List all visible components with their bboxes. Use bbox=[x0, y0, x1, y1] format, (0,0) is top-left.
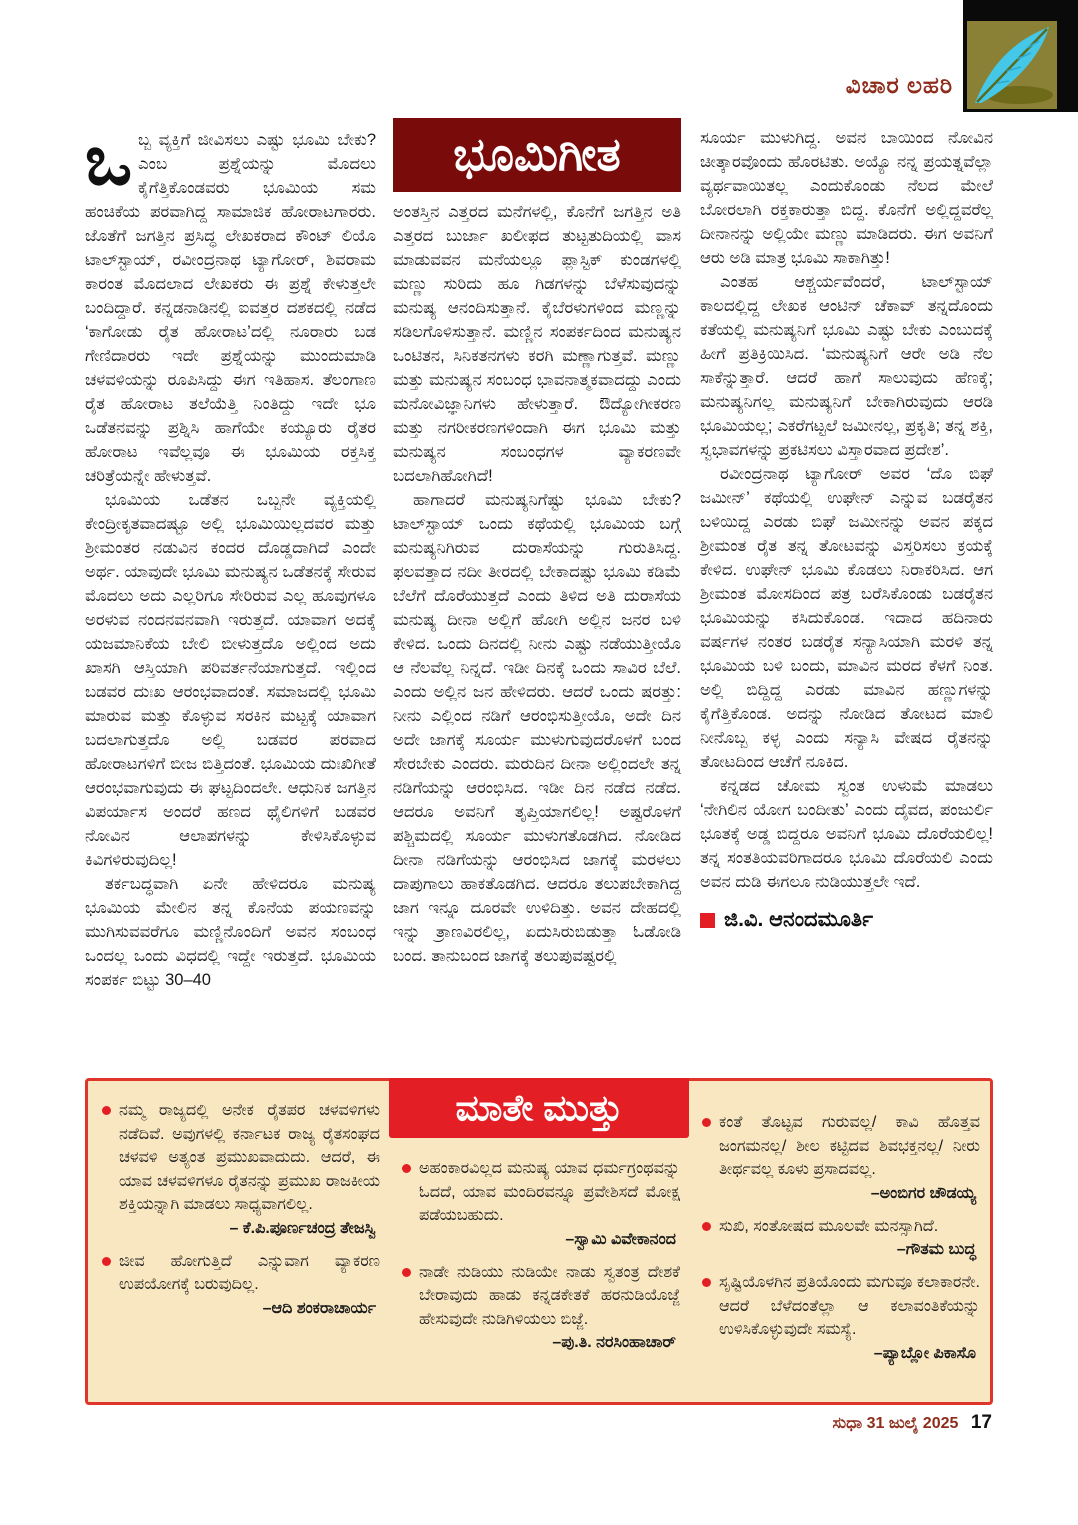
quote-item bbox=[402, 1157, 680, 1251]
quote-column-2 bbox=[402, 1099, 680, 1375]
quote-text: ಜೀವ ಹೋಗುತ್ತಿದೆ ಎನ್ನುವಾಗ ವ್ಯಾಕರಣ ಉಪಯೋಗಕ್ಕೆ ಬರುವುದಿಲ್ಲ. bbox=[119, 1252, 380, 1293]
quote-attribution: –ಪ್ಯಾಬ್ಲೋ ಪಿಕಾಸೊ bbox=[873, 1344, 976, 1362]
issue-date: 31 ಜುಲೈ 2025 bbox=[866, 1415, 959, 1432]
quote-item bbox=[102, 1099, 380, 1240]
paragraph bbox=[85, 128, 376, 488]
masthead-logo-box bbox=[963, 0, 1078, 112]
quote-item bbox=[702, 1111, 980, 1205]
quote-text: ನಮ್ಮ ರಾಜ್ಯದಲ್ಲಿ ಅನೇಕ ರೈತಪರ ಚಳವಳಿಗಳು ನಡೆದಿವೆ. ಅವುಗಳಲ್ಲಿ ಕರ್ನಾಟಕ ರಾಜ್ಯ ರೈತಸಂಘದ ಚಳವಳಿ ಅತ್ಯಂತ ಪ್ರಮುಖವಾದುದು. ಆದರೆ, ಈ ಯಾವ ಚಳವಳಿಗಳೂ ರೈತನನ್ನು ಪ್ರಮುಖ ರಾಜಕೀಯ ಶಕ್ತಿಯನ್ನಾಗಿ ಮಾಡಲು ಸಾಧ್ಯವಾಗಲಿಲ್ಲ. bbox=[119, 1102, 380, 1213]
author-square-icon bbox=[700, 913, 715, 928]
bullet-icon bbox=[702, 1118, 711, 1127]
paragraph: ಹಾಗಾದರೆ ಮನುಷ್ಯನಿಗೆಷ್ಟು ಭೂಮಿ ಬೇಕು? ಟಾಲ್‌ಸ್ಟಾಯ್ ಒಂದು ಕಥೆಯಲ್ಲಿ ಭೂಮಿಯ ಬಗ್ಗೆ ಮನುಷ್ಯನಿಗಿರುವ ದುರಾಸೆಯನ್ನು ಗುರುತಿಸಿದ್ದ. ಫಲವತ್ತಾದ ನದೀ ತೀರದಲ್ಲಿ ಬೇಕಾದಷ್ಟು ಭೂಮಿ ಕಡಿಮೆ ಬೆಲೆಗೆ ದೊರೆಯುತ್ತದೆ ಎಂದು ತಿಳಿದ ಅತಿ ದುರಾಸೆಯ ಮನುಷ್ಯ ದೀನಾ ಅಲ್ಲಿಗೆ ಹೋಗಿ ಅಲ್ಲಿನ ಜನರ ಬಳಿ ಕೇಳಿದ. ಒಂದು ದಿನದಲ್ಲಿ ನೀನು ಎಷ್ಟು ನಡೆಯುತ್ತೀಯೊ ಆ ನೆಲವೆಲ್ಲ ನಿನ್ನದೆ. ಇಡೀ ದಿನಕ್ಕೆ ಒಂದು ಸಾವಿರ ಬೆಲೆ. ಎಂದು ಅಲ್ಲಿನ ಜನ ಹೇಳಿದರು. ಆದರೆ ಒಂದು ಷರತ್ತು: ನೀನು ಎಲ್ಲಿಂದ ನಡಿಗೆ ಆರಂಭಿಸುತ್ತೀಯೊ, ಅದೇ ದಿನ ಅದೇ ಜಾಗಕ್ಕೆ ಸೂರ್ಯ ಮುಳುಗುವುದರೊಳಗೆ ಬಂದ ಸೇರಬೇಕು ಎಂದರು. ಮರುದಿನ ದೀನಾ ಅಲ್ಲಿಂದಲೇ ತನ್ನ ನಡಿಗೆಯನ್ನು ಆರಂಭಿಸಿದ. ಇಡೀ ದಿನ ನಡೆದ ನಡೆದ. ಆದರೂ ಅವನಿಗೆ ತೃಪ್ತಿಯಾಗಲಿಲ್ಲ! ಅಷ್ಟರೊಳಗೆ ಪಶ್ಚಿಮದಲ್ಲಿ ಸೂರ್ಯ ಮುಳುಗತೊಡಗಿದ. ನೋಡಿದ ದೀನಾ ನಡಿಗೆಯನ್ನು ಆರಂಭಿಸಿದ ಜಾಗಕ್ಕೆ ಮರಳಲು ದಾಪುಗಾಲು ಹಾಕತೊಡಗಿದ. ಆದರೂ ತಲುಪಬೇಕಾಗಿದ್ದ ಜಾಗ ಇನ್ನೂ ದೂರವೇ ಉಳಿದಿತ್ತು. ಅವನ ದೇಹದಲ್ಲಿ ಇನ್ನು ತ್ರಾಣವಿರಲಿಲ್ಲ, ಏದುಸಿರುಬಿಡುತ್ತಾ ಓಡೋಡಿ ಬಂದ. ತಾನುಬಂದ ಜಾಗಕ್ಕೆ ತಲುಪುವಷ್ಟರಲ್ಲಿ bbox=[393, 491, 681, 965]
quote-text: ಕಂತೆ ತೊಟ್ಟವ ಗುರುವಲ್ಲ/ ಕಾವಿ ಹೊತ್ತವ ಜಂಗಮನಲ್ಲ/ ಶೀಲ ಕಟ್ಟಿದವ ಶಿವಭಕ್ತನಲ್ಲ/ ನೀರು ತೀರ್ಥವಲ್ಲ ಕೂಳು ಪ್ರಸಾದವಲ್ಲ. bbox=[719, 1114, 980, 1178]
quote-item bbox=[702, 1271, 980, 1365]
paragraph: ಕನ್ನಡದ ಚೋಮ ಸ್ವಂತ ಉಳುಮೆ ಮಾಡಲು ‘ನೇಗಿಲಿನ ಯೋಗ ಬಂದೀತು’ ಎಂದು ದೈವದ, ಪಂಜುರ್ಲಿ ಭೂತಕ್ಕೆ ಅಡ್ಡ ಬಿದ್ದರೂ ಅವನಿಗೆ ಭೂಮಿ ದೊರೆಯಲಿಲ್ಲ! ತನ್ನ ಸಂತತಿಯವರಿಗಾದರೂ ಭೂಮಿ ದೊರೆಯಲಿ ಎಂದು ಅವನ ದುಡಿ ಈಗಲೂ ನುಡಿಯುತ್ತಲೇ ಇದೆ. bbox=[700, 777, 993, 891]
quote-column-1 bbox=[102, 1099, 380, 1375]
article-title: ಭೂಮಿಗೀತ bbox=[393, 118, 681, 192]
quote-text: ಅಹಂಕಾರವಿಲ್ಲದ ಮನುಷ್ಯ ಯಾವ ಧರ್ಮಗ್ರಂಥವನ್ನು ಓದದೆ, ಯಾವ ಮಂದಿರವನ್ನೂ ಪ್ರವೇಶಿಸದೆ ಮೋಕ್ಷ ಪಡೆಯಬಹುದು. bbox=[419, 1160, 680, 1224]
drop-cap: ಒ bbox=[85, 128, 133, 199]
quote-text: ಸೃಷ್ಟಿಯೊಳಗಿನ ಪ್ರತಿಯೊಂದು ಮಗುವೂ ಕಲಾಕಾರನೇ. ಆದರೆ ಬೆಳೆದಂತೆಲ್ಲಾ ಆ ಕಲಾವಂತಿಕೆಯನ್ನು ಉಳಿಸಿಕೊಳ್ಳುವುದೇ ಸಮಸ್ಯೆ. bbox=[719, 1274, 980, 1338]
quote-text: ಸುಖಿ, ಸಂತೋಷದ ಮೂಲವೇ ಮನಸ್ಸಾಗಿದೆ. bbox=[719, 1217, 939, 1235]
quote-attribution: –ಆದಿ ಶಂಕರಾಚಾರ್ಯ bbox=[262, 1299, 376, 1317]
quote-attribution: –ಸ್ವಾಮಿ ವಿವೇಕಾನಂದ bbox=[565, 1230, 676, 1248]
quote-attribution: –ಗೌತಮ ಬುದ್ಧ bbox=[896, 1241, 976, 1258]
article-column-3 bbox=[700, 126, 993, 1076]
page-footer bbox=[833, 1412, 992, 1434]
article-column-2 bbox=[393, 200, 681, 1070]
quote-item bbox=[402, 1261, 680, 1355]
quote-box bbox=[85, 1078, 993, 1405]
paragraph: ಸೂರ್ಯ ಮುಳುಗಿದ್ದ. ಅವನ ಬಾಯಿಂದ ನೋವಿನ ಚೀತ್ಕಾರವೊಂದು ಹೊರಟಿತು. ಅಯ್ಯೊ ನನ್ನ ಪ್ರಯತ್ನವೆಲ್ಲಾ ವ್ಯರ್ಥವಾಯಿತಲ್ಲ ಎಂದುಕೊಂಡು ನೆಲದ ಮೇಲೆ ಬೋರಲಾಗಿ ರಕ್ತಕಾರುತ್ತಾ ಬಿದ್ದ. ಕೊನೆಗೆ ಅಲ್ಲಿದ್ದವರೆಲ್ಲ ದೀನಾನನ್ನು ಅಲ್ಲಿಯೇ ಮಣ್ಣು ಮಾಡಿದರು. ಈಗ ಅವನಿಗೆ ಆರು ಅಡಿ ಮಾತ್ರ ಭೂಮಿ ಸಾಕಾಗಿತ್ತು! bbox=[700, 129, 993, 267]
quote-text: ನಾಡೇ ನುಡಿಯು ನುಡಿಯೇ ನಾಡು ಸ್ವತಂತ್ರ ದೇಶಕೆ ಬೇರಾವುದು ಹಾಡು ಕನ್ನಡಕೇತಕೆ ಹರನುಡಿಯೊಜ್ಜೆ ಹೇಸುವುದೇ ನುಡಿಗಿಳಿಯಲು ಬಿಜ್ಜೆ. bbox=[419, 1263, 680, 1328]
magazine-name: ಸುಧಾ bbox=[832, 1415, 863, 1432]
quote-attribution: –ಅಂಬಿಗರ ಚೌಡಯ್ಯ bbox=[870, 1184, 976, 1202]
quote-attribution: –ಪು.ತಿ. ನರಸಿಂಹಾಚಾರ್ bbox=[552, 1334, 676, 1351]
bullet-icon bbox=[102, 1257, 111, 1266]
paragraph: ಅಂತಸ್ತಿನ ಎತ್ತರದ ಮನೆಗಳಲ್ಲಿ, ಕೊನೆಗೆ ಜಗತ್ತಿನ ಅತಿ ಎತ್ತರದ ಬುರ್ಜಾ ಖಲೀಫದ ತುಟ್ಟತುದಿಯಲ್ಲಿ ವಾಸ ಮಾಡುವವನ ಮನೆಯಲ್ಲೂ ಪ್ಲಾಸ್ಟಿಕ್ ಕುಂಡಗಳಲ್ಲಿ ಮಣ್ಣು ಸುರಿದು ಹೂ ಗಿಡಗಳನ್ನು ಬೆಳೆಸುವುದನ್ನು ಮನುಷ್ಯ ಆನಂದಿಸುತ್ತಾನೆ. ಕೈಬೆರಳುಗಳಿಂದ ಮಣ್ಣನ್ನು ಸಡಿಲಗೊಳಿಸುತ್ತಾನೆ. ಮಣ್ಣಿನ ಸಂಪರ್ಕದಿಂದ ಮನುಷ್ಯನ ಒಂಟಿತನ, ಸಿನಿಕತನಗಳು ಕರಗಿ ಮಣ್ಣಾಗುತ್ತವೆ. ಮಣ್ಣು ಮತ್ತು ಮನುಷ್ಯನ ಸಂಬಂಧ ಭಾವನಾತ್ಮಕವಾದದ್ದು ಎಂದು ಮನೋವಿಜ್ಞಾನಿಗಳು ಹೇಳುತ್ತಾರೆ. ಔದ್ಯೋಗೀಕರಣ ಮತ್ತು ನಗರೀಕರಣಗಳಿಂದಾಗಿ ಈಗ ಭೂಮಿ ಮತ್ತು ಮನುಷ್ಯನ ಸಂಬಂಧಗಳ ವ್ಯಾಕರಣವೇ ಬದಲಾಗಿಹೋಗಿದೆ! bbox=[393, 203, 681, 485]
feather-icon bbox=[967, 21, 1057, 109]
paragraph: ಎಂತಹ ಆಶ್ಚರ್ಯವೆಂದರೆ, ಟಾಲ್‌ಸ್ಟಾಯ್ ಕಾಲದಲ್ಲಿದ್ದ ಲೇಖಕ ಆಂಟಿನ್ ಚೆಕಾವ್ ತನ್ನದೊಂದು ಕತೆಯಲ್ಲಿ ಮನುಷ್ಯನಿಗೆ ಭೂಮಿ ಎಷ್ಟು ಬೇಕು ಎಂಬುದಕ್ಕೆ ಹೀಗೆ ಪ್ರತಿಕ್ರಿಯಿಸಿದ. ‘ಮನುಷ್ಯನಿಗೆ ಆರೇ ಅಡಿ ನೆಲ ಸಾಕೆನ್ನುತ್ತಾರೆ. ಆದರೆ ಹಾಗೆ ಸಾಲುವುದು ಹೆಣಕ್ಕೆ; ಮನುಷ್ಯನಿಗಲ್ಲ ಮನುಷ್ಯನಿಗೆ ಬೇಕಾಗಿರುವುದು ಆರಡಿ ಭೂಮಿಯಲ್ಲ; ಎಕರೆಗಟ್ಟಲೆ ಜಮೀನಲ್ಲ, ಪ್ರಕೃತಿ; ತನ್ನ ಶಕ್ತಿ, ಸ್ವಭಾವಗಳನ್ನು ಪ್ರಕಟಿಸಲು ವಿಸ್ತಾರವಾದ ಪ್ರದೇಶ’. bbox=[700, 273, 993, 459]
paragraph: ತರ್ಕಬದ್ಧವಾಗಿ ಏನೇ ಹೇಳಿದರೂ ಮನುಷ್ಯ ಭೂಮಿಯ ಮೇಲಿನ ತನ್ನ ಕೊನೆಯ ಪಯಣವನ್ನು ಮುಗಿಸುವವರೆಗೂ ಮಣ್ಣಿನೊಂದಿಗೆ ಅವನ ಸಂಬಂಧ ಒಂದಲ್ಲ ಒಂದು ವಿಧದಲ್ಲಿ ಇದ್ದೇ ಇರುತ್ತದೆ. ಭೂಮಿಯ ಸಂಪರ್ಕ ಬಿಟ್ಟು 30–40 bbox=[85, 875, 376, 989]
bullet-icon bbox=[102, 1106, 111, 1115]
paragraph: ಭೂಮಿಯ ಒಡೆತನ ಒಬ್ಬನೇ ವ್ಯಕ್ತಿಯಲ್ಲಿ ಕೇಂದ್ರೀಕೃತವಾದಷ್ಟೂ ಅಲ್ಲಿ ಭೂಮಿಯಿಲ್ಲದವರ ಮತ್ತು ಶ್ರೀಮಂತರ ನಡುವಿನ ಕಂದರ ದೊಡ್ಡದಾಗಿದೆ ಎಂದೇ ಅರ್ಥ. ಯಾವುದೇ ಭೂಮಿ ಮನುಷ್ಯನ ಒಡೆತನಕ್ಕೆ ಸೇರುವ ಮೊದಲು ಅದು ಎಲ್ಲರಿಗೂ ಸೇರಿರುವ ಎಲ್ಲ ಹೂವುಗಳೂ ಅರಳುವ ನಂದನವನವಾಗಿ ಇರುತ್ತದೆ. ಯಾವಾಗ ಅದಕ್ಕೆ ಯಜಮಾನಿಕೆಯ ಬೇಲಿ ಬೀಳುತ್ತದೊ ಅಲ್ಲಿಂದ ಅದು ಖಾಸಗಿ ಆಸ್ತಿಯಾಗಿ ಪರಿವರ್ತನೆಯಾಗುತ್ತದೆ. ಇಲ್ಲಿಂದ ಬಡವರ ದುಃಖ ಆರಂಭವಾದಂತೆ. ಸಮಾಜದಲ್ಲಿ ಭೂಮಿ ಮಾರುವ ಮತ್ತು ಕೊಳ್ಳುವ ಸರಕಿನ ಮಟ್ಟಕ್ಕೆ ಯಾವಾಗ ಬದಲಾಗುತ್ತದೊ ಅಲ್ಲಿ ಬಡವರ ಪರವಾದ ಹೋರಾಟಗಳಿಗೆ ಬೀಜ ಬಿತ್ತಿದಂತೆ. ಭೂಮಿಯ ದುಃಖಿಗೀತೆ ಆರಂಭವಾಗುವುದು ಈ ಘಟ್ಟದಿಂದಲೇ. ಆಧುನಿಕ ಜಗತ್ತಿನ ವಿಪರ್ಯಾಸ ಅಂದರೆ ಹಣದ ಥೈಲಿಗಳಿಗೆ ಬಡವರ ನೋವಿನ ಆಲಾಪಗಳನ್ನು ಕೇಳಿಸಿಕೊಳ್ಳುವ ಕಿವಿಗಳಿರುವುದಿಲ್ಲ! bbox=[85, 491, 376, 869]
paragraph: ರವೀಂದ್ರನಾಥ ಟ್ಯಾಗೋರ್ ಅವರ ‘ದೊ ಬಿಘೆ ಜಮೀನ್’ ಕಥೆಯಲ್ಲಿ ಉಘೇನ್ ಎನ್ನುವ ಬಡರೈತನ ಬಳಿಯಿದ್ದ ಎರಡು ಬಿಘೆ ಜಮೀನನ್ನು ಅವನ ಪಕ್ಕದ ಶ್ರೀಮಂತ ರೈತ ತನ್ನ ತೋಟವನ್ನು ವಿಸ್ತರಿಸಲು ಕ್ರಯಕ್ಕೆ ಕೇಳಿದ. ಉಘೇನ್ ಭೂಮಿ ಕೊಡಲು ನಿರಾಕರಿಸಿದ. ಆಗ ಶ್ರೀಮಂತ ಮೋಸದಿಂದ ಪತ್ರ ಬರೆಸಿಕೊಂಡು ಬಡರೈತನ ಭೂಮಿಯನ್ನು ಕಸಿದುಕೊಂಡ. ಇದಾದ ಹದಿನಾರು ವರ್ಷಗಳ ನಂತರ ಬಡರೈತ ಸನ್ಯಾಸಿಯಾಗಿ ಮರಳಿ ತನ್ನ ಭೂಮಿಯ ಬಳಿ ಬಂದು, ಮಾವಿನ ಮರದ ಕೆಳಗೆ ನಿಂತ. ಅಲ್ಲಿ ಬಿದ್ದಿದ್ದ ಎರಡು ಮಾವಿನ ಹಣ್ಣುಗಳನ್ನು ಕೈಗೆತ್ತಿಕೊಂಡ. ಅದನ್ನು ನೋಡಿದ ತೋಟದ ಮಾಲಿ ನೀನೊಬ್ಬ ಕಳ್ಳ ಎಂದು ಸನ್ಯಾಸಿ ವೇಷದ ರೈತನನ್ನು ತೋಟದಿಂದ ಆಚೆಗೆ ನೂಕಿದ. bbox=[700, 465, 993, 771]
quote-attribution: – ಕೆ.ಪಿ.ಪೂರ್ಣಚಂದ್ರ ತೇಜಸ್ವಿ bbox=[229, 1219, 376, 1237]
article-column-1 bbox=[85, 128, 376, 1073]
page-number: 17 bbox=[970, 1412, 992, 1433]
section-label: ವಿಚಾರ ಲಹರಿ bbox=[845, 72, 953, 98]
quote-box-title: ಮಾತೇ ಮುತ್ತು bbox=[389, 1078, 689, 1138]
bullet-icon bbox=[402, 1164, 411, 1173]
paragraph-text: ಬ್ಬ ವ್ಯಕ್ತಿಗೆ ಜೀವಿಸಲು ಎಷ್ಟು ಭೂಮಿ ಬೇಕು? ಎಂಬ ಪ್ರಶ್ನೆಯನ್ನು ಮೊದಲು ಕೈಗೆತ್ತಿಕೊಂಡವರು ಭೂಮಿಯ ಸಮ ಹಂಚಿಕೆಯ ಪರವಾಗಿದ್ದ ಸಾಮಾಜಿಕ ಹೋರಾಟಗಾರರು. ಜೊತೆಗೆ ಜಗತ್ತಿನ ಪ್ರಸಿದ್ಧ ಲೇಖಕರಾದ ಕೌಂಟ್ ಲಿಯೊ ಟಾಲ್‌ಸ್ಟಾಯ್, ರವೀಂದ್ರನಾಥ ಟ್ಯಾಗೋರ್, ಶಿವರಾಮ ಕಾರಂತ ಮೊದಲಾದ ಲೇಖಕರು ಈ ಪ್ರಶ್ನೆ ಕೇಳುತ್ತಲೇ ಬಂದಿದ್ದಾರೆ. ಕನ್ನಡನಾಡಿನಲ್ಲಿ ಐವತ್ತರ ದಶಕದಲ್ಲಿ ನಡೆದ ‘ಕಾಗೋಡು ರೈತ ಹೋರಾಟ’ದಲ್ಲಿ ನೂರಾರು ಬಡ ಗೇಣಿದಾರರು ಇದೇ ಪ್ರಶ್ನೆಯನ್ನು ಮುಂದುಮಾಡಿ ಚಳವಳಿಯನ್ನು ರೂಪಿಸಿದ್ದು ಈಗ ಇತಿಹಾಸ. ತೆಲಂಗಾಣ ರೈತ ಹೋರಾಟ ತಲೆಯೆತ್ತಿ ನಿಂತಿದ್ದು ಇದೇ ಭೂ ಒಡೆತನವನ್ನು ಪ್ರಶ್ನಿಸಿ ಹಾಗೆಯೇ ಕಯ್ಯೂರು ರೈತರ ಹೋರಾಟ ಇವೆಲ್ಲವೂ ಈ ಭೂಮಿಯ ರಕ್ತಸಿಕ್ತ ಚರಿತ್ರೆಯನ್ನೇ ಹೇಳುತ್ತವೆ. bbox=[85, 131, 376, 485]
author-byline bbox=[700, 908, 993, 932]
quote-column-3 bbox=[702, 1099, 980, 1375]
bullet-icon bbox=[402, 1268, 411, 1277]
bullet-icon bbox=[702, 1278, 711, 1287]
quote-item bbox=[102, 1250, 380, 1320]
quote-columns bbox=[102, 1099, 980, 1375]
bullet-icon bbox=[702, 1222, 711, 1231]
quote-item bbox=[702, 1215, 980, 1262]
author-name: ಜಿ.ವಿ. ಆನಂದಮೂರ್ತಿ bbox=[724, 908, 873, 931]
